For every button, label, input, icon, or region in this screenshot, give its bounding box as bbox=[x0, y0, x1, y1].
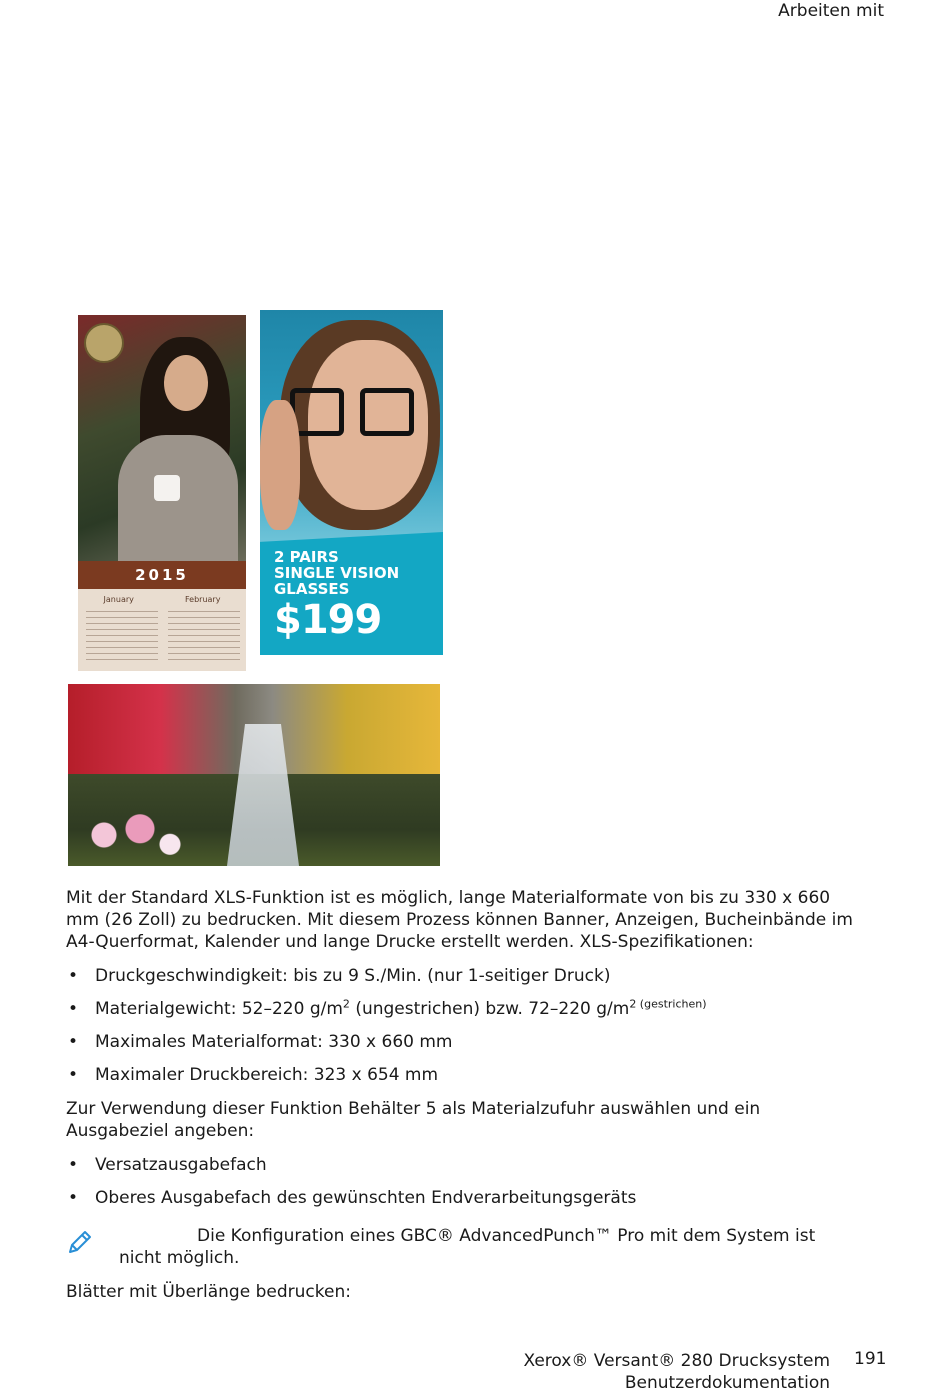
footer-product: Xerox® Versant® 280 Drucksystem bbox=[523, 1351, 830, 1371]
ad-model-hand bbox=[260, 400, 300, 530]
spec-list bbox=[66, 965, 856, 1097]
waterfall-flowers bbox=[68, 804, 188, 866]
spec-weight-text-a: Materialgewicht: 52–220 g/m bbox=[95, 999, 343, 1019]
output-item-2-text: Oberes Ausgabefach des gewünschten Endverarbeitungsgeräts bbox=[95, 1188, 637, 1208]
note bbox=[66, 1225, 856, 1269]
page-footer bbox=[523, 1350, 830, 1394]
spec-item-speed bbox=[66, 965, 856, 987]
spec-item-area bbox=[66, 1064, 856, 1086]
spec-weight-sup-b: 2 (gestrichen) bbox=[629, 997, 707, 1011]
output-item-1-text: Versatzausgabefach bbox=[95, 1155, 267, 1175]
calendar-grid-2 bbox=[168, 609, 240, 665]
note-text: Die Konfiguration eines GBC® AdvancedPunch™ Pro mit dem System ist nicht möglich. bbox=[119, 1226, 816, 1268]
calendar-month-1: January bbox=[103, 595, 134, 604]
output-list bbox=[66, 1154, 856, 1220]
calendar-year: 2015 bbox=[78, 561, 246, 589]
closing-paragraph: Blätter mit Überlänge bedrucken: bbox=[66, 1282, 351, 1302]
calendar-model-face bbox=[164, 355, 208, 411]
calendar-months bbox=[78, 595, 246, 604]
spec-weight-text-b: (ungestrichen) bzw. 72–220 g/m bbox=[349, 999, 630, 1019]
usage-paragraph: Zur Verwendung dieser Funktion Behälter 5 als Materialzufuhr auswählen und ein Ausgabeziel angeben: bbox=[66, 1099, 761, 1141]
calendar-image bbox=[78, 315, 246, 671]
spec-item-weight bbox=[66, 998, 856, 1020]
calendar-month-2: February bbox=[184, 595, 221, 604]
ad-line-3: GLASSES bbox=[274, 580, 350, 598]
intro-paragraph: Mit der Standard XLS-Funktion ist es möglich, lange Materialformate von bis zu 330 x 660 mm (26 Zoll) zu bedrucken. Mit diesem Prozess können Banner, Anzeigen, Bucheinbände im A4-Querformat, Kalender und lange Drucke erstellt werden. XLS-Spezifikationen: bbox=[66, 888, 853, 952]
calendar-grid-1 bbox=[86, 609, 158, 665]
spec-area-text: Maximaler Druckbereich: 323 x 654 mm bbox=[95, 1065, 439, 1085]
ad-glasses-lens-right bbox=[360, 388, 414, 436]
output-item-2 bbox=[66, 1187, 856, 1209]
output-item-1 bbox=[66, 1154, 856, 1176]
ad-line-1: 2 PAIRS bbox=[274, 548, 339, 566]
spec-format-text: Maximales Materialformat: 330 x 660 mm bbox=[95, 1032, 453, 1052]
waterfall-image bbox=[68, 684, 440, 866]
glasses-ad-image bbox=[260, 310, 443, 655]
page-number: 191 bbox=[854, 1349, 887, 1369]
page-header: Arbeiten mit bbox=[778, 1, 884, 21]
pencil-icon bbox=[66, 1228, 94, 1256]
spec-weight-sup-a: 2 bbox=[342, 997, 350, 1011]
spec-item-format bbox=[66, 1031, 856, 1053]
spec-speed-text: Druckgeschwindigkeit: bis zu 9 S./Min. (nur 1-seitiger Druck) bbox=[95, 966, 611, 986]
ad-line-2: SINGLE VISION bbox=[274, 564, 400, 582]
calendar-badge bbox=[84, 323, 124, 363]
calendar-cup bbox=[154, 475, 180, 501]
ad-price: $199 bbox=[274, 597, 382, 643]
footer-doc: Benutzerdokumentation bbox=[624, 1373, 830, 1393]
